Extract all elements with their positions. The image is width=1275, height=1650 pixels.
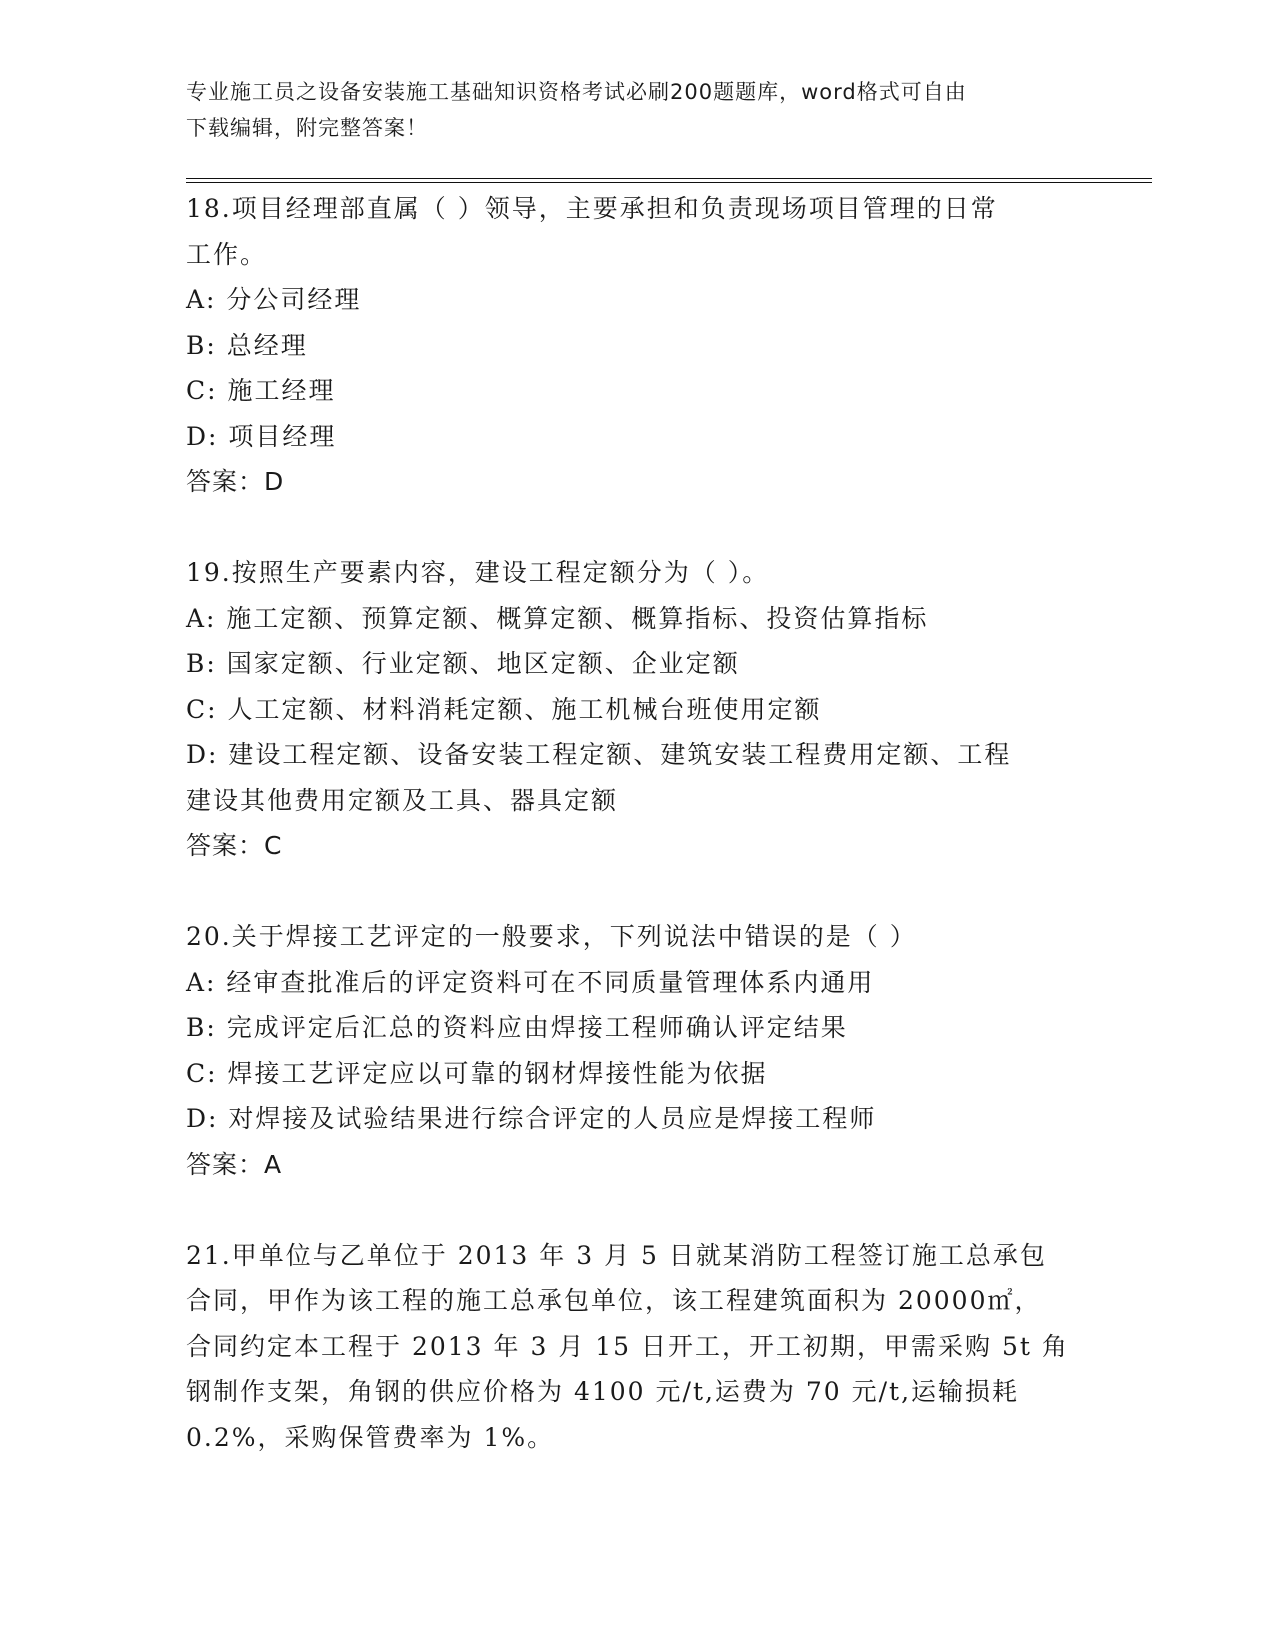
option-d: D: 建设工程定额、设备安装工程定额、建筑安装工程费用定额、工程 [186, 740, 1012, 769]
question-18 [186, 186, 1066, 505]
spacer [186, 869, 1066, 915]
option-c: C: 人工定额、材料消耗定额、施工机械台班使用定额 [186, 694, 822, 724]
option-d: D: 项目经理 [186, 421, 337, 451]
question-stem: 合同约定本工程于 2013 年 3 月 15 日开工，开工初期，甲需采购 5t 角 [186, 1331, 1069, 1361]
question-stem: 钢制作支架，角钢的供应价格为 4100 元/t,运费为 70 元/t,运输损耗 [186, 1377, 1020, 1406]
spacer [186, 1187, 1066, 1233]
question-stem: 21.甲单位与乙单位于 2013 年 3 月 5 日就某消防工程签订施工总承包 [186, 1240, 1047, 1270]
option-c: C: 焊接工艺评定应以可靠的钢材焊接性能为依据 [186, 1058, 768, 1088]
question-list [186, 186, 1069, 1460]
question-19 [186, 550, 1066, 869]
question-20 [186, 914, 1066, 1187]
option-b: B: 总经理 [186, 330, 308, 360]
question-stem: 0.2%，采购保管费率为 1%。 [186, 1422, 555, 1452]
spacer [186, 505, 1066, 551]
option-a: A: 施工定额、预算定额、概算定额、概算指标、投资估算指标 [186, 603, 929, 633]
option-d-continued: 建设其他费用定额及工具、器具定额 [186, 785, 619, 815]
question-21 [186, 1233, 1069, 1461]
question-stem: 19.按照生产要素内容，建设工程定额分为（ ）。 [186, 558, 770, 587]
question-stem: 20.关于焊接工艺评定的一般要求，下列说法中错误的是（ ） [186, 922, 917, 951]
header-line: 下载编辑，附完整答案！ [186, 116, 428, 140]
option-a: A: 分公司经理 [186, 285, 362, 314]
option-d: D: 对焊接及试验结果进行综合评定的人员应是焊接工程师 [186, 1104, 877, 1133]
option-a: A: 经审查批准后的评定资料可在不同质量管理体系内通用 [186, 967, 875, 997]
answer: 答案：C [186, 831, 283, 860]
question-stem: 合同，甲作为该工程的施工总承包单位，该工程建筑面积为 20000㎡， [186, 1286, 1042, 1315]
option-b: B: 完成评定后汇总的资料应由焊接工程师确认评定结果 [186, 1013, 848, 1042]
header-rule [186, 182, 1152, 183]
question-stem: 18.项目经理部直属（ ）领导，主要承担和负责现场项目管理的日常 [186, 194, 998, 223]
question-stem: 工作。 [186, 239, 268, 269]
answer: 答案：A [186, 1149, 283, 1179]
header-line: 专业施工员之设备安装施工基础知识资格考试必刷200题题库，word格式可自由 [186, 80, 967, 104]
option-c: C: 施工经理 [186, 376, 336, 405]
document-header [186, 74, 1066, 146]
header-rule [186, 178, 1152, 179]
option-b: B: 国家定额、行业定额、地区定额、企业定额 [186, 649, 740, 678]
answer: 答案：D [186, 467, 285, 496]
